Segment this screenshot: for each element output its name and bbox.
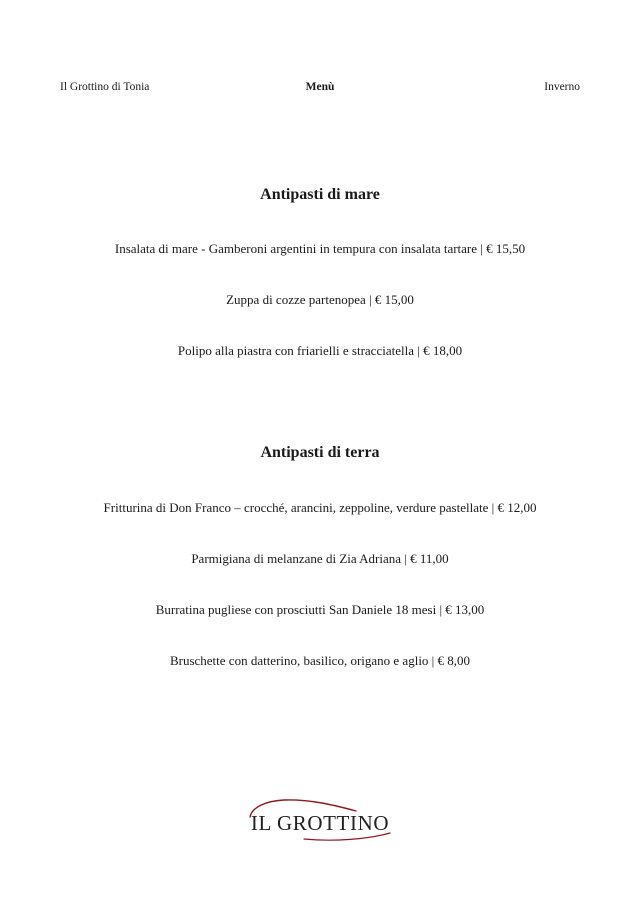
menu-item: Zuppa di cozze partenopea | € 15,00 — [226, 292, 414, 307]
menu-item: Insalata di mare - Gamberoni argentini in tempura con insalata tartare | € 15,50 — [114, 241, 526, 256]
menu-item: Polipo alla piastra con friarielli e stracciatella | € 18,00 — [177, 343, 463, 358]
header-restaurant-name: Il Grottino di Tonia — [60, 81, 150, 93]
header-menu-label: Menù — [305, 81, 335, 93]
header-season: Inverno — [544, 81, 580, 93]
menu-item: Parmigiana di melanzane di Zia Adriana | € 11,00 — [191, 551, 449, 566]
section-title-antipasti-mare: Antipasti di mare — [260, 186, 380, 203]
menu-item: Burratina pugliese con prosciutti San Daniele 18 mesi | € 13,00 — [155, 602, 485, 617]
section-title-antipasti-terra: Antipasti di terra — [260, 444, 380, 461]
il-grottino-logo — [244, 795, 396, 845]
page-header — [60, 81, 580, 97]
logo-text: IL GROTTINO — [250, 811, 390, 835]
menu-item: Fritturina di Don Franco – crocché, arancini, zeppoline, verdure pastellate | € 12,00 — [103, 500, 537, 515]
menu-item: Bruschette con datterino, basilico, origano e aglio | € 8,00 — [169, 653, 471, 668]
